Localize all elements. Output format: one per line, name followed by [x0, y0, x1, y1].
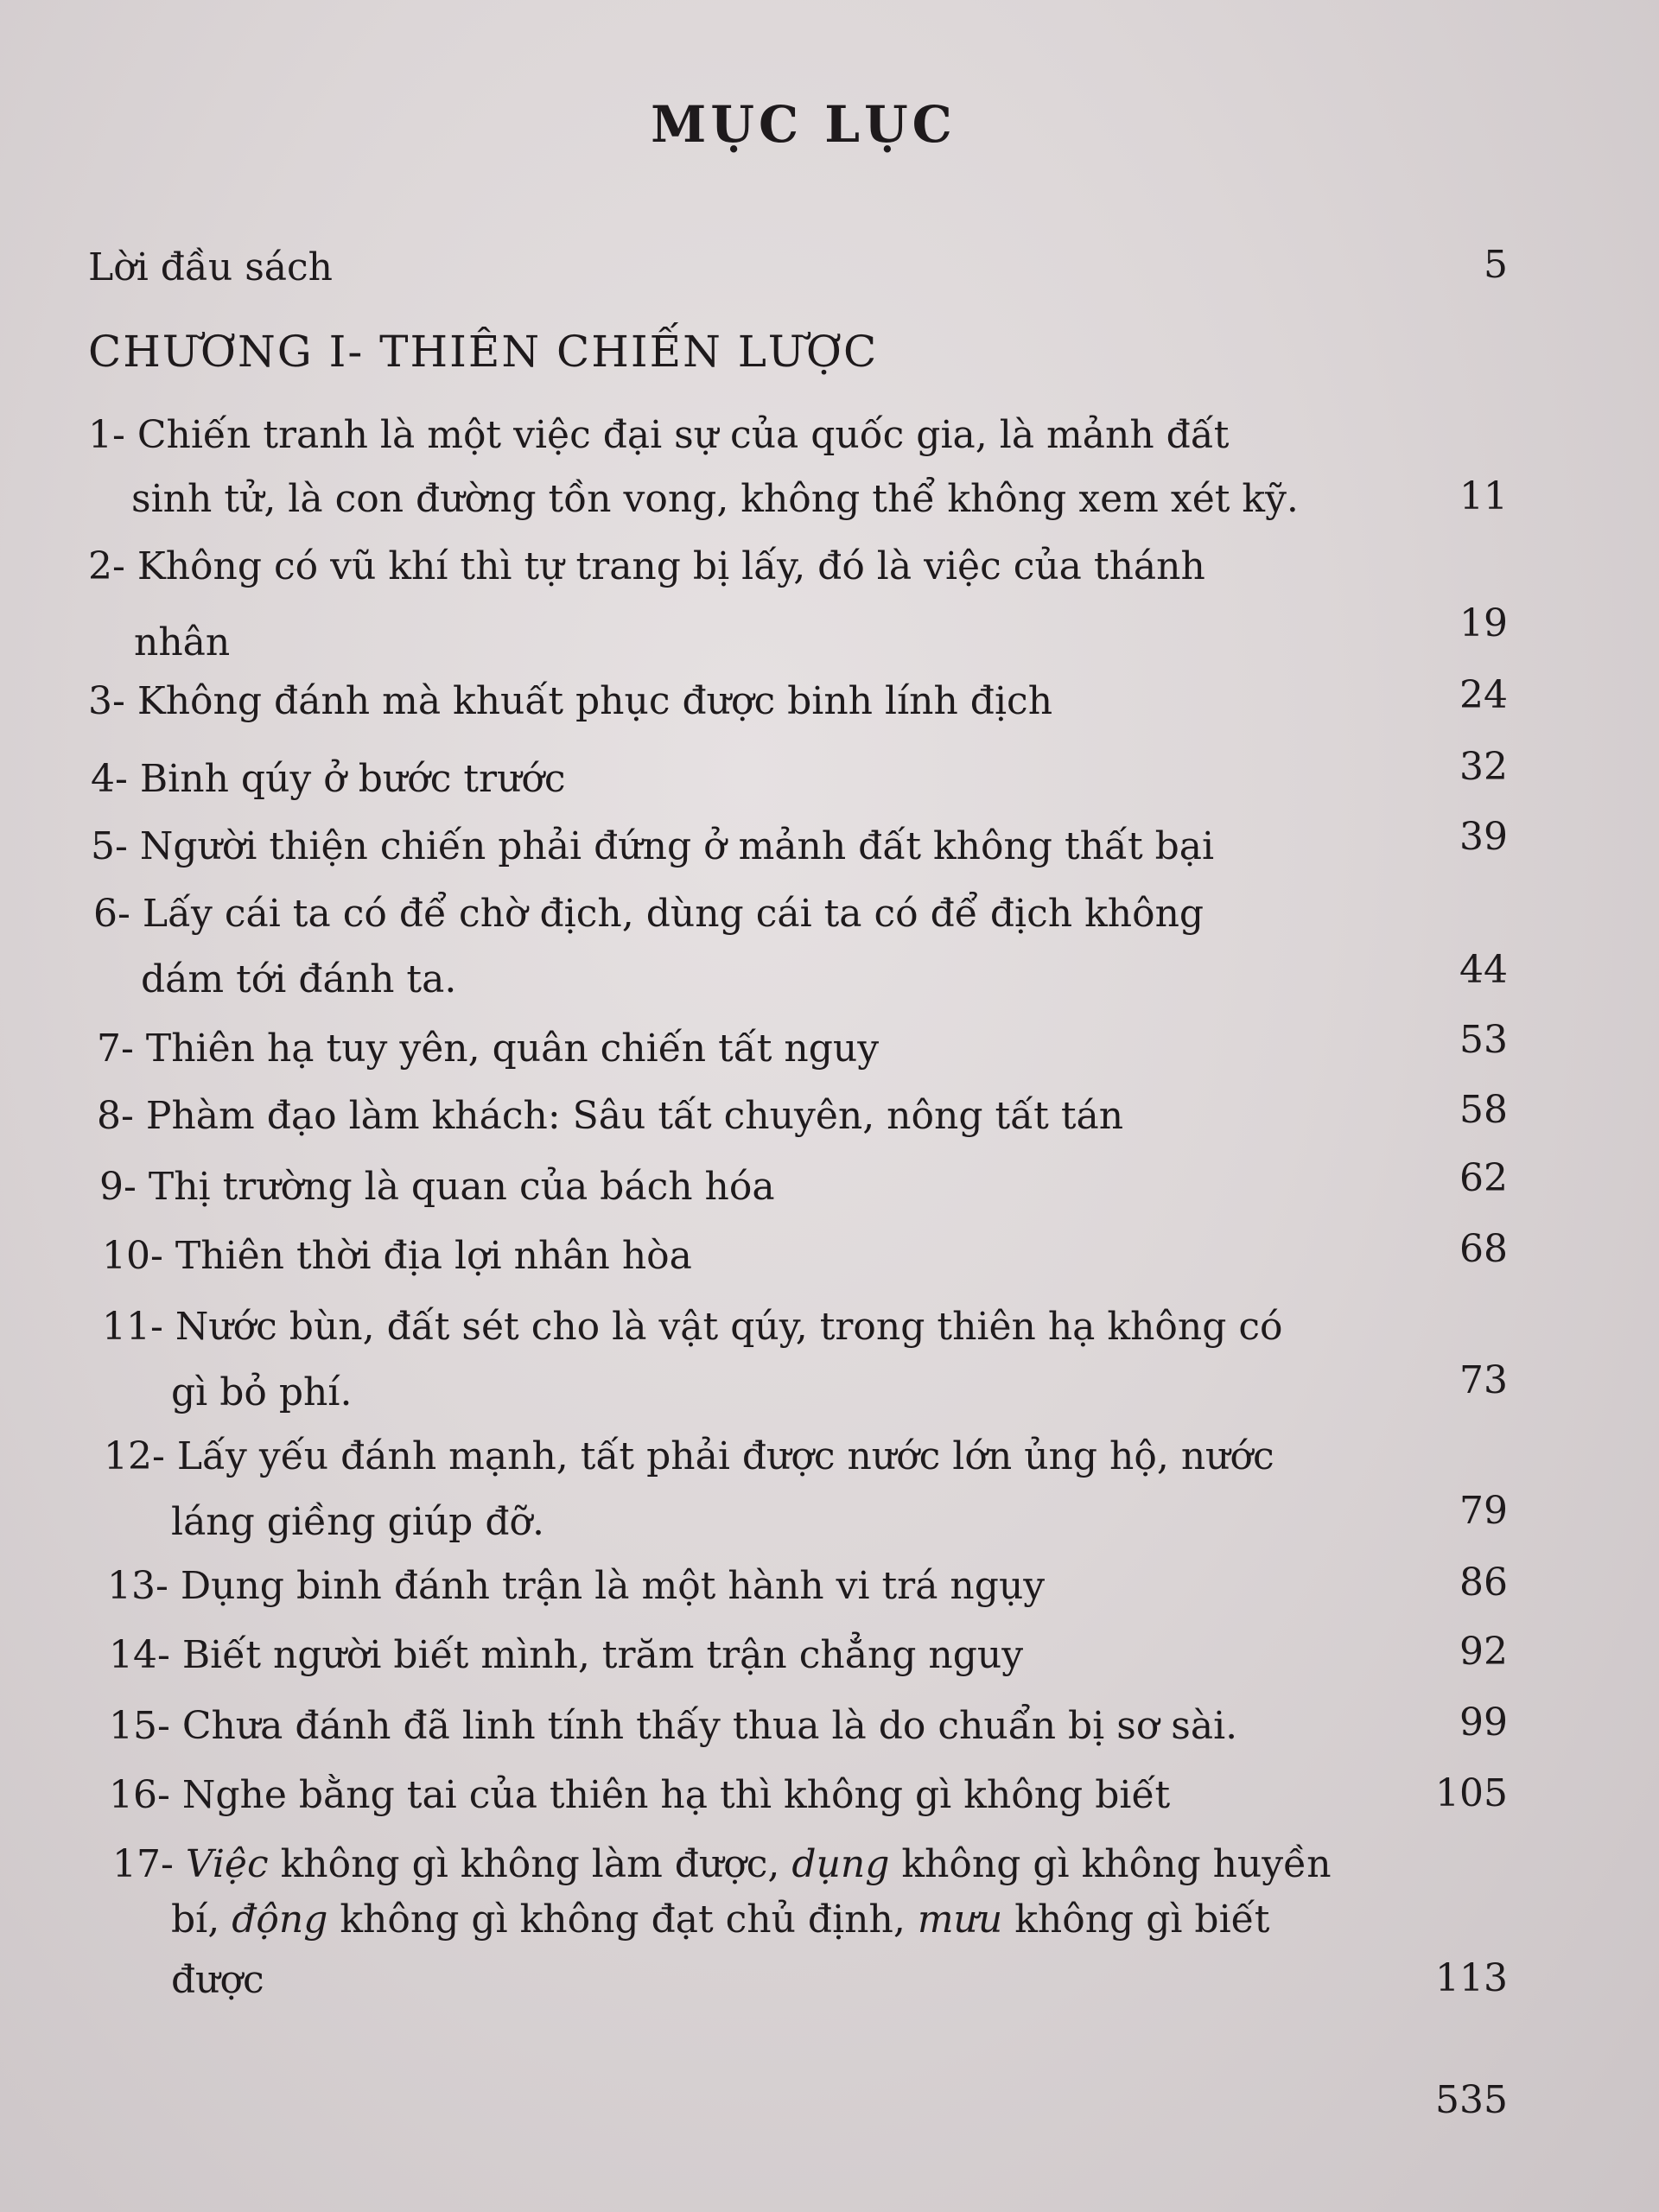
page-number-7: 53	[1459, 1018, 1508, 1062]
entry-17-number: 17-	[112, 1842, 186, 1886]
entry-17-text-4: không gì không đạt chủ định,	[327, 1897, 918, 1942]
entry-17-italic-viec: Việc	[185, 1842, 269, 1886]
entry-17-text-3: bí,	[171, 1897, 232, 1942]
toc-entry-17-line-3: được	[171, 1958, 264, 2002]
toc-entry-6-line-1: 6- Lấy cái ta có để chờ địch, dùng cái ta có để địch không	[93, 892, 1205, 936]
toc-entry-2-line-1: 2- Không có vũ khí thì tự trang bị lấy, đó là việc của thánh	[88, 544, 1205, 588]
toc-entry-12-line-1: 12- Lấy yếu đánh mạnh, tất phải được nước lớn ủng hộ, nước	[104, 1434, 1274, 1478]
page-number-13: 86	[1459, 1560, 1508, 1605]
toc-entry-10: 10- Thiên thời địa lợi nhân hòa	[102, 1234, 692, 1278]
page-number-16: 105	[1435, 1771, 1508, 1815]
toc-entry-16: 16- Nghe bằng tai của thiên hạ thì không gì không biết	[109, 1773, 1171, 1817]
page-number-4: 32	[1459, 745, 1508, 789]
page-number-11: 73	[1459, 1358, 1508, 1402]
page-number-6: 44	[1459, 948, 1508, 992]
toc-entry-preface: Lời đầu sách	[88, 245, 334, 289]
page-number-3: 24	[1459, 673, 1508, 717]
page-number-17: 113	[1435, 1956, 1508, 2000]
toc-entry-14: 14- Biết người biết mình, trăm trận chẳng nguy	[109, 1633, 1024, 1677]
toc-entry-2-line-2: nhân	[134, 620, 231, 664]
toc-entry-17-line-2	[171, 1897, 1270, 1942]
toc-entry-11-line-2: gì bỏ phí.	[171, 1370, 353, 1414]
page-number-8: 58	[1459, 1088, 1508, 1132]
page-number-2: 19	[1459, 601, 1508, 645]
toc-entry-11-line-1: 11- Nước bùn, đất sét cho là vật qúy, trong thiên hạ không có	[102, 1305, 1283, 1349]
entry-17-text-2: không gì không huyền	[889, 1842, 1332, 1886]
toc-entry-13: 13- Dụng binh đánh trận là một hành vi trá ngụy	[107, 1564, 1046, 1608]
entry-17-italic-dong: động	[232, 1897, 328, 1942]
page-number-preface: 5	[1484, 243, 1508, 287]
entry-17-text-5: không gì biết	[1002, 1897, 1270, 1942]
entry-17-text-1: không gì không làm được,	[268, 1842, 792, 1886]
toc-entry-7: 7- Thiên hạ tuy yên, quân chiến tất nguy	[97, 1027, 880, 1071]
toc-entry-4: 4- Binh qúy ở bước trước	[91, 757, 566, 801]
page-title: MỤC LỤC	[651, 95, 957, 154]
chapter-heading: CHƯƠNG I- THIÊN CHIẾN LƯỢC	[88, 327, 879, 377]
toc-entry-12-line-2: láng giềng giúp đỡ.	[171, 1500, 544, 1544]
toc-entry-9: 9- Thị trường là quan của bách hóa	[99, 1165, 775, 1209]
toc-entry-1-line-2: sinh tử, là con đường tồn vong, không thể không xem xét kỹ.	[131, 477, 1299, 521]
page-number-9: 62	[1459, 1156, 1508, 1200]
toc-entry-1-line-1: 1- Chiến tranh là một việc đại sự của quốc gia, là mảnh đất	[88, 413, 1230, 457]
folio-page-number: 535	[1435, 2078, 1508, 2122]
entry-17-italic-muu: mưu	[917, 1897, 1003, 1942]
toc-entry-8: 8- Phàm đạo làm khách: Sâu tất chuyên, nông tất tán	[97, 1094, 1124, 1138]
toc-entry-6-line-2: dám tới đánh ta.	[141, 957, 457, 1001]
toc-entry-15: 15- Chưa đánh đã linh tính thấy thua là do chuẩn bị sơ sài.	[109, 1704, 1238, 1748]
toc-entry-17-line-1	[112, 1842, 1332, 1886]
page-number-10: 68	[1459, 1227, 1508, 1271]
toc-entry-5: 5- Người thiện chiến phải đứng ở mảnh đất không thất bại	[91, 824, 1215, 868]
page-number-15: 99	[1459, 1700, 1508, 1745]
page-number-1: 11	[1459, 474, 1508, 518]
page-number-14: 92	[1459, 1630, 1508, 1674]
toc-entry-3: 3- Không đánh mà khuất phục được binh lính địch	[88, 679, 1053, 723]
page-number-5: 39	[1459, 815, 1508, 859]
entry-17-italic-dung: dụng	[791, 1842, 890, 1886]
page-number-12: 79	[1459, 1489, 1508, 1533]
